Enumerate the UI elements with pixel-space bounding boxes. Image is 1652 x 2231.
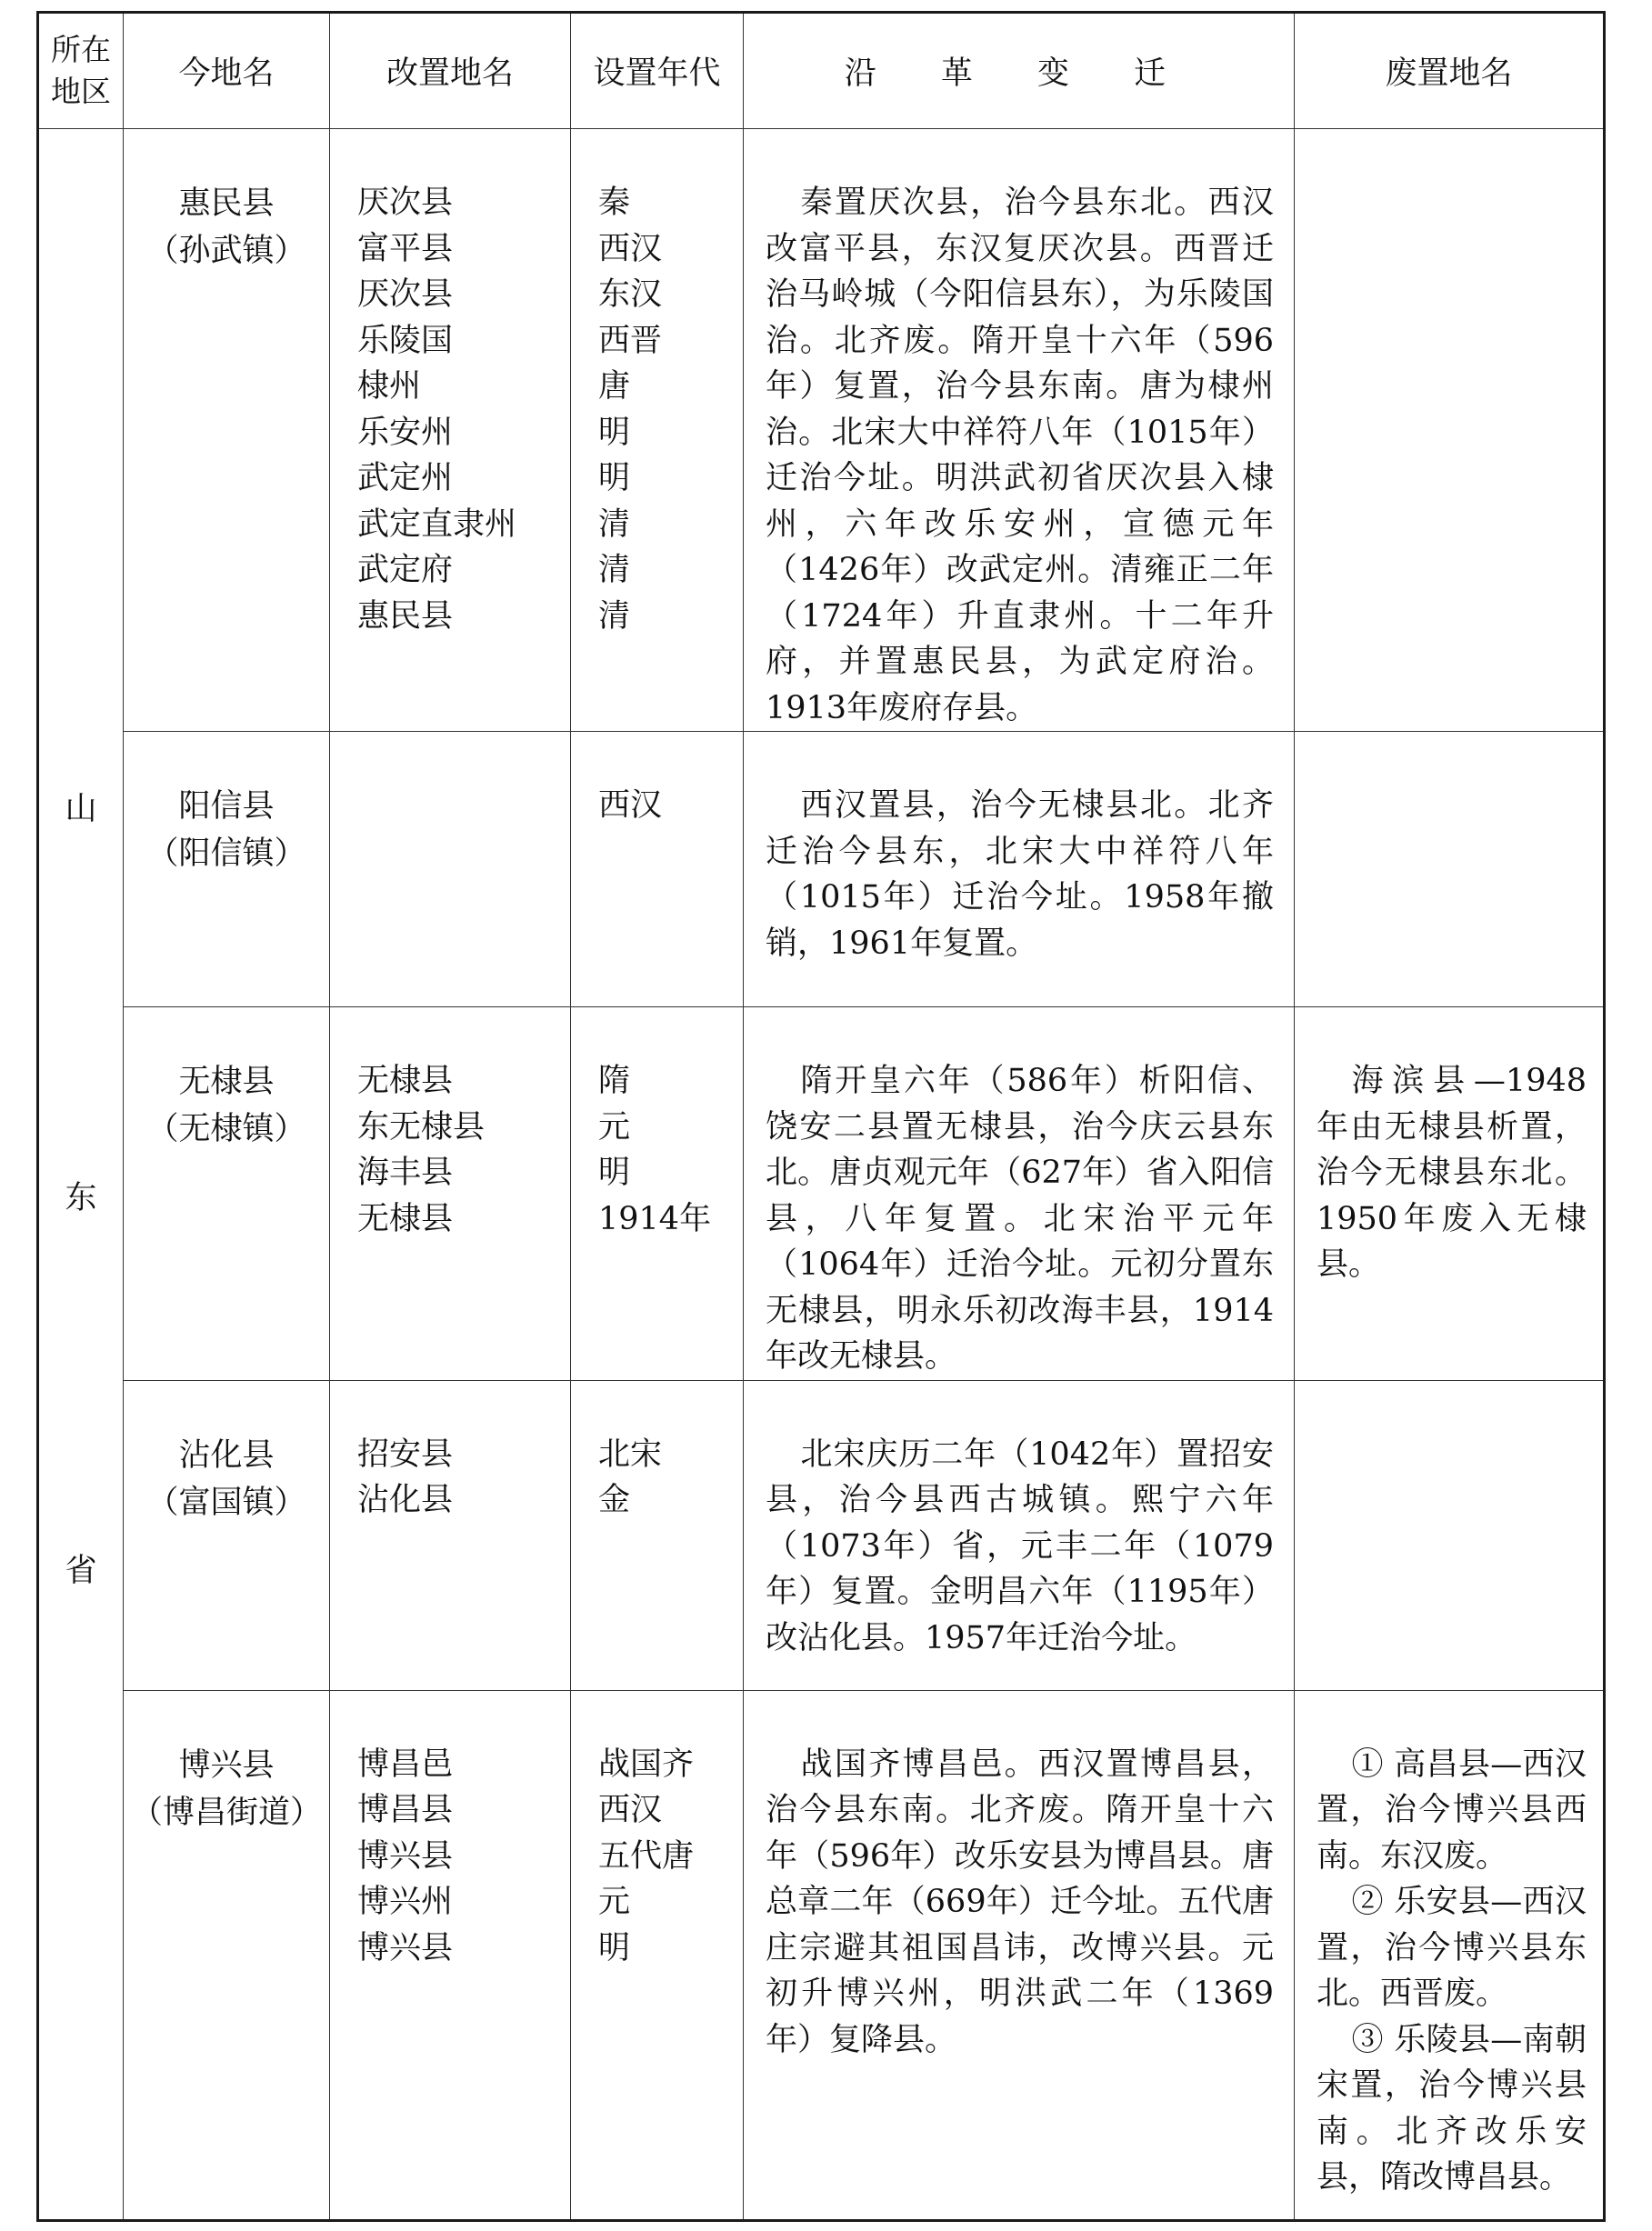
renamed-name: 无棣县 — [357, 1200, 454, 1237]
header-region — [38, 13, 124, 129]
renamed-name: 武定直隶州 — [357, 505, 517, 543]
period: 隋 — [598, 1063, 631, 1099]
renamed-name: 博兴县 — [357, 1929, 454, 1966]
renamed-name: 海丰县 — [357, 1155, 454, 1191]
history-cell — [744, 129, 1295, 732]
period-cell — [571, 732, 744, 1007]
renamed-names-cell — [330, 1380, 571, 1690]
abolished-entry: ③ 乐陵县—南朝宋置，治今博兴县南。北齐改乐安县，隋改博昌县。 — [1317, 2021, 1587, 2196]
renamed-name: 招安县 — [357, 1436, 454, 1473]
today-name-cell — [124, 1690, 330, 2221]
abolished-cell — [1295, 1380, 1605, 1690]
header-history: 沿 革 变 迁 — [744, 13, 1295, 129]
today-name: 阳信县 — [178, 788, 275, 825]
header-renamed-name: 改置地名 — [330, 13, 571, 129]
region-cell — [38, 129, 124, 2221]
period: 元 — [598, 1108, 631, 1146]
period-cell — [571, 1690, 744, 2221]
period: 西汉 — [598, 1792, 663, 1828]
renamed-name: 乐安州 — [357, 414, 454, 451]
today-name-cell — [124, 1007, 330, 1381]
abolished-entry: ① 高昌县—西汉置，治今博兴县西南。东汉废。 — [1317, 1746, 1587, 1875]
today-name-cell — [124, 129, 330, 732]
period: 西汉 — [598, 230, 663, 267]
renamed-name: 厌次县 — [357, 276, 454, 313]
period: 秦 — [598, 185, 631, 221]
renamed-name: 武定府 — [357, 552, 454, 588]
county-seat: （富国镇） — [146, 1484, 306, 1521]
county-seat: （阳信镇） — [146, 835, 306, 872]
table-row — [38, 1690, 1605, 2221]
region-char: 东 — [65, 1180, 97, 1216]
period: 清 — [598, 552, 631, 588]
header-today-name: 今地名 — [124, 13, 330, 129]
period: 明 — [598, 1155, 631, 1191]
period: 东汉 — [598, 276, 663, 313]
abolished-cell — [1295, 1690, 1605, 2221]
header-period: 设置年代 — [571, 13, 744, 129]
renamed-name: 惠民县 — [357, 597, 454, 635]
period: 战国齐 — [598, 1746, 695, 1783]
renamed-names-cell — [330, 1007, 571, 1381]
renamed-name: 富平县 — [357, 230, 454, 267]
period: 金 — [598, 1482, 631, 1518]
region-char: 山 — [65, 791, 97, 827]
renamed-names-cell — [330, 129, 571, 732]
table-row — [38, 1007, 1605, 1381]
history-text: 西汉置县，治今无棣县北。北齐迁治今县东，北宋大中祥符八年（1015年）迁治今址。1958年撤销，1961年复置。 — [766, 787, 1274, 962]
period: 清 — [598, 505, 631, 543]
history-cell — [744, 1380, 1295, 1690]
renamed-name: 博兴县 — [357, 1837, 454, 1875]
period: 唐 — [598, 368, 631, 405]
history-cell — [744, 732, 1295, 1007]
county-seat: （博昌街道） — [130, 1794, 322, 1831]
history-text: 北宋庆历二年（1042年）置招安县，治今县西古城镇。熙宁六年（1073年）省，元丰二年（1079年）复置。金明昌六年（1195年）改沾化县。1957年迁治今址。 — [766, 1436, 1274, 1656]
renamed-name: 棣州 — [357, 368, 422, 405]
today-name-cell — [124, 1380, 330, 1690]
renamed-names-cell — [330, 1690, 571, 2221]
history-text: 隋开皇六年（586年）析阳信、饶安二县置无棣县，治今庆云县东北。唐贞观元年（627年）省入阳信县，八年复置。北宋治平元年（1064年）迁治今址。元初分置东无棣县，明永乐初改海丰县，1914年改无棣县。 — [766, 1063, 1274, 1375]
period: 西汉 — [598, 787, 663, 824]
header-row — [38, 13, 1605, 129]
period: 明 — [598, 460, 631, 496]
history-text: 秦置厌次县，治今县东北。西汉改富平县，东汉复厌次县。西晋迁治马岭城（今阳信县东），为乐陵国治。北齐废。隋开皇十六年（596年）复置，治今县东南。唐为棣州治。北宋大中祥符八年（1015年）迁治今址。明洪武初省厌次县入棣州，六年改乐安州，宣德元年（1426年）改武定州。清雍正二年（1724年）升直隶州。十二年升府，并置惠民县，为武定府治。1913年废府存县。 — [766, 185, 1274, 726]
table-row — [38, 732, 1605, 1007]
period: 北宋 — [598, 1436, 663, 1473]
period: 明 — [598, 414, 631, 451]
history-cell — [744, 1690, 1295, 2221]
renamed-name: 无棣县 — [357, 1063, 454, 1099]
abolished-entry: 海滨县—1948年由无棣县析置，治今无棣县东北。1950年废入无棣县。 — [1317, 1063, 1587, 1283]
region-char: 省 — [65, 1553, 97, 1589]
renamed-name: 博兴州 — [357, 1884, 454, 1920]
period-cell — [571, 129, 744, 732]
renamed-name: 博昌县 — [357, 1792, 454, 1828]
renamed-name: 沾化县 — [357, 1482, 454, 1518]
today-name-cell — [124, 732, 330, 1007]
abolished-cell — [1295, 129, 1605, 732]
county-seat: （孙武镇） — [146, 233, 306, 269]
period: 1914年 — [598, 1200, 712, 1237]
period-cell — [571, 1380, 744, 1690]
history-cell — [744, 1007, 1295, 1381]
county-seat: （无棣镇） — [146, 1111, 306, 1147]
renamed-name: 厌次县 — [357, 185, 454, 221]
renamed-name: 博昌邑 — [357, 1746, 454, 1783]
today-name: 博兴县 — [178, 1746, 275, 1784]
renamed-name: 乐陵国 — [357, 322, 454, 359]
today-name: 沾化县 — [178, 1436, 275, 1474]
table-row — [38, 129, 1605, 732]
renamed-names-cell — [330, 732, 571, 1007]
period: 清 — [598, 597, 631, 635]
today-name: 无棣县 — [178, 1064, 275, 1100]
period: 元 — [598, 1884, 631, 1920]
abolished-cell — [1295, 732, 1605, 1007]
period: 明 — [598, 1929, 631, 1966]
abolished-cell — [1295, 1007, 1605, 1381]
period-cell — [571, 1007, 744, 1381]
renamed-name: 东无棣县 — [357, 1108, 486, 1146]
today-name: 惠民县 — [178, 185, 275, 222]
gazetteer-table — [36, 11, 1606, 2222]
period: 西晋 — [598, 322, 663, 359]
header-abolished: 废置地名 — [1295, 13, 1605, 129]
history-text: 战国齐博昌邑。西汉置博昌县，治今县东南。北齐废。隋开皇十六年（596年）改乐安县为博昌县。唐总章二年（669年）迁今址。五代唐庄宗避其祖国昌讳，改博兴县。元初升博兴州，明洪武二年（1369年）复降县。 — [766, 1746, 1274, 2058]
header-region-label: 所在地区 — [50, 32, 111, 109]
renamed-name: 武定州 — [357, 460, 454, 496]
abolished-entry: ② 乐安县—西汉置，治今博兴县东北。西晋废。 — [1317, 1884, 1587, 2012]
period: 五代唐 — [598, 1837, 695, 1875]
table-row — [38, 1380, 1605, 1690]
